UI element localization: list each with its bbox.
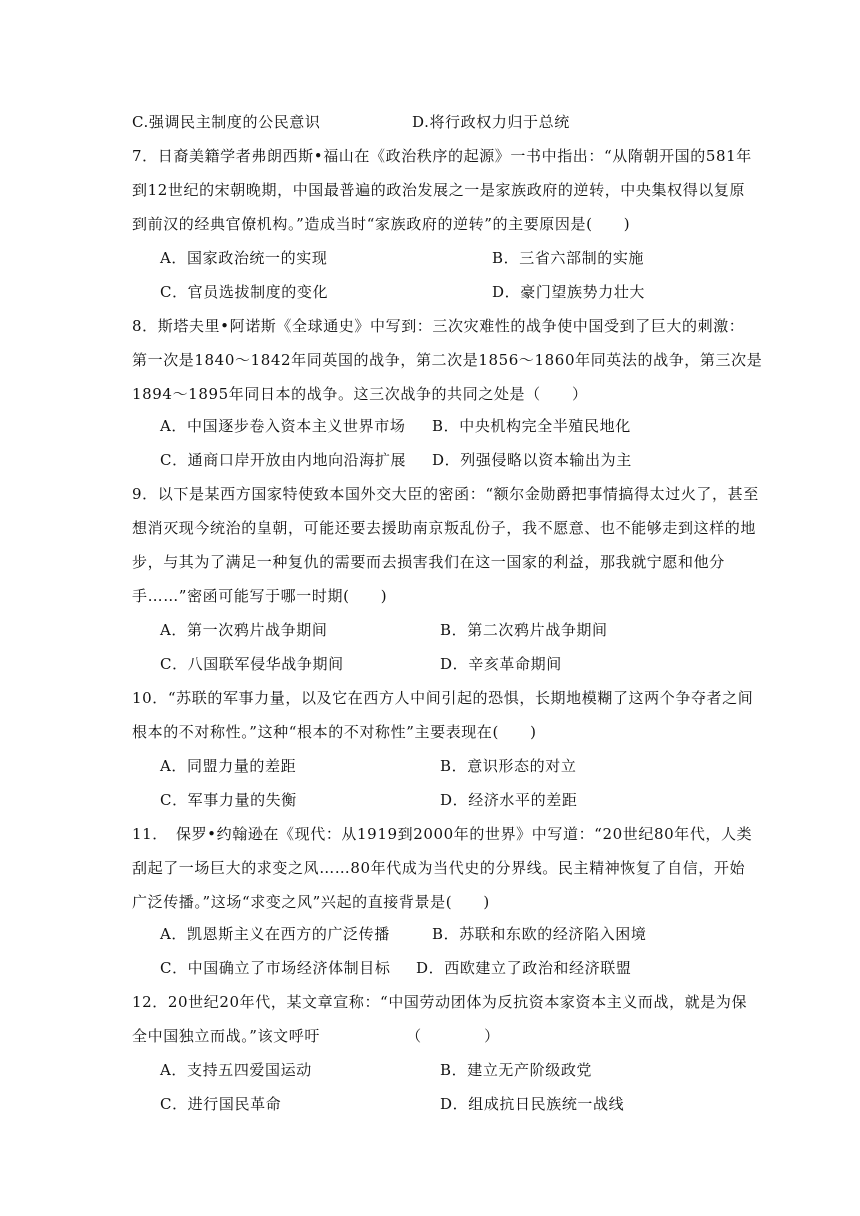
q12-stem-line-2: 全中国独立而战。”该文呼吁 （ ） <box>132 1027 500 1045</box>
q9-stem-line-2: 想消灭现今统治的皇朝，可能还要去援助南京叛乱份子，我不愿意、也不能够走到这样的地 <box>132 519 757 537</box>
q11-option-c: C．中国确立了市场经济体制目标 <box>160 959 391 977</box>
q8-stem-line-3: 1894～1895年同日本的战争。这三次战争的共同之处是（ ） <box>132 385 588 403</box>
q12-option-a: A．支持五四爱国运动 <box>160 1061 312 1079</box>
q7-option-a: A．国家政治统一的实现 <box>160 249 328 267</box>
q7-option-c: C．官员选拔制度的变化 <box>160 283 329 301</box>
q6-option-c: C.强调民主制度的公民意识 <box>132 113 321 131</box>
q11-option-a: A．凯恩斯主义在西方的广泛传播 <box>160 925 390 943</box>
q10-option-c: C．军事力量的失衡 <box>160 791 297 809</box>
q9-stem-line-4: 手……”密函可能写于哪一时期( ) <box>132 587 388 605</box>
q10-stem-line-1: 10．“苏联的军事力量，以及它在西方人中间引起的恐惧，长期地模糊了这两个争夺者之间 <box>132 689 754 707</box>
q9-option-b: B．第二次鸦片战争期间 <box>440 621 608 639</box>
q8-option-c: C．通商口岸开放由内地向沿海扩展 <box>160 451 407 469</box>
q7-stem-line-2: 到12世纪的宋朝晚期，中国最普遍的政治发展之一是家族政府的逆转，中央集权得以复原 <box>132 181 746 199</box>
q8-stem-line-1: 8．斯塔夫里•阿诺斯《全球通史》中写到：三次灾难性的战争使中国受到了巨大的刺激： <box>132 317 745 335</box>
q11-stem-line-2: 刮起了一场巨大的求变之风……80年代成为当代史的分界线。民主精神恢复了自信，开始 <box>132 859 746 877</box>
q12-option-d: D．组成抗日民族统一战线 <box>440 1095 625 1113</box>
q11-stem-line-1: 11． 保罗•约翰逊在《现代：从1919到2000年的世界》中写道：“20世纪80年代，人类 <box>132 825 753 843</box>
q8-option-b: B．中央机构完全半殖民地化 <box>432 417 631 435</box>
q11-stem-line-3: 广泛传播。”这场“求变之风”兴起的直接背景是( ) <box>132 893 490 911</box>
q9-stem-line-3: 步，与其为了满足一种复仇的需要而去损害我们在这一国家的利益，那我就宁愿和他分 <box>132 553 725 571</box>
q9-option-d: D．辛亥革命期间 <box>440 655 562 673</box>
q11-option-d: D．西欧建立了政治和经济联盟 <box>416 959 632 977</box>
q10-stem-line-2: 根本的不对称性。”这种“根本的不对称性”主要表现在( ) <box>132 723 537 741</box>
q9-option-c: C．八国联军侵华战争期间 <box>160 655 344 673</box>
q8-stem-line-2: 第一次是1840～1842年同英国的战争，第二次是1856～1860年同英法的战争，第三次是 <box>132 351 763 369</box>
q7-option-d: D．豪门望族势力壮大 <box>492 283 646 301</box>
q12-option-b: B．建立无产阶级政党 <box>440 1061 593 1079</box>
q12-stem-line-1: 12．20世纪20年代，某文章宣称：“中国劳动团体为反抗资本家资本主义而战，就是为保 <box>132 993 748 1011</box>
q10-option-d: D．经济水平的差距 <box>440 791 578 809</box>
q7-stem-line-3: 到前汉的经典官僚机构。”造成当时“家族政府的逆转”的主要原因是( ) <box>132 215 631 233</box>
q9-stem-line-1: 9．以下是某西方国家特使致本国外交大臣的密函：“额尔金勋爵把事情搞得太过火了，甚至 <box>132 485 759 503</box>
q8-option-d: D．列强侵略以资本输出为主 <box>432 451 632 469</box>
q12-option-c: C．进行国民革命 <box>160 1095 282 1113</box>
q8-option-a: A．中国逐步卷入资本主义世界市场 <box>160 417 406 435</box>
q6-option-d: D.将行政权力归于总统 <box>412 113 570 131</box>
q7-stem-line-1: 7．日裔美籍学者弗朗西斯•福山在《政治秩序的起源》一书中指出：“从隋朝开国的581年 <box>132 147 752 165</box>
q11-option-b: B．苏联和东欧的经济陷入困境 <box>432 925 647 943</box>
q10-option-b: B．意识形态的对立 <box>440 757 577 775</box>
q10-option-a: A．同盟力量的差距 <box>160 757 297 775</box>
q7-option-b: B．三省六部制的实施 <box>492 249 645 267</box>
q9-option-a: A．第一次鸦片战争期间 <box>160 621 328 639</box>
